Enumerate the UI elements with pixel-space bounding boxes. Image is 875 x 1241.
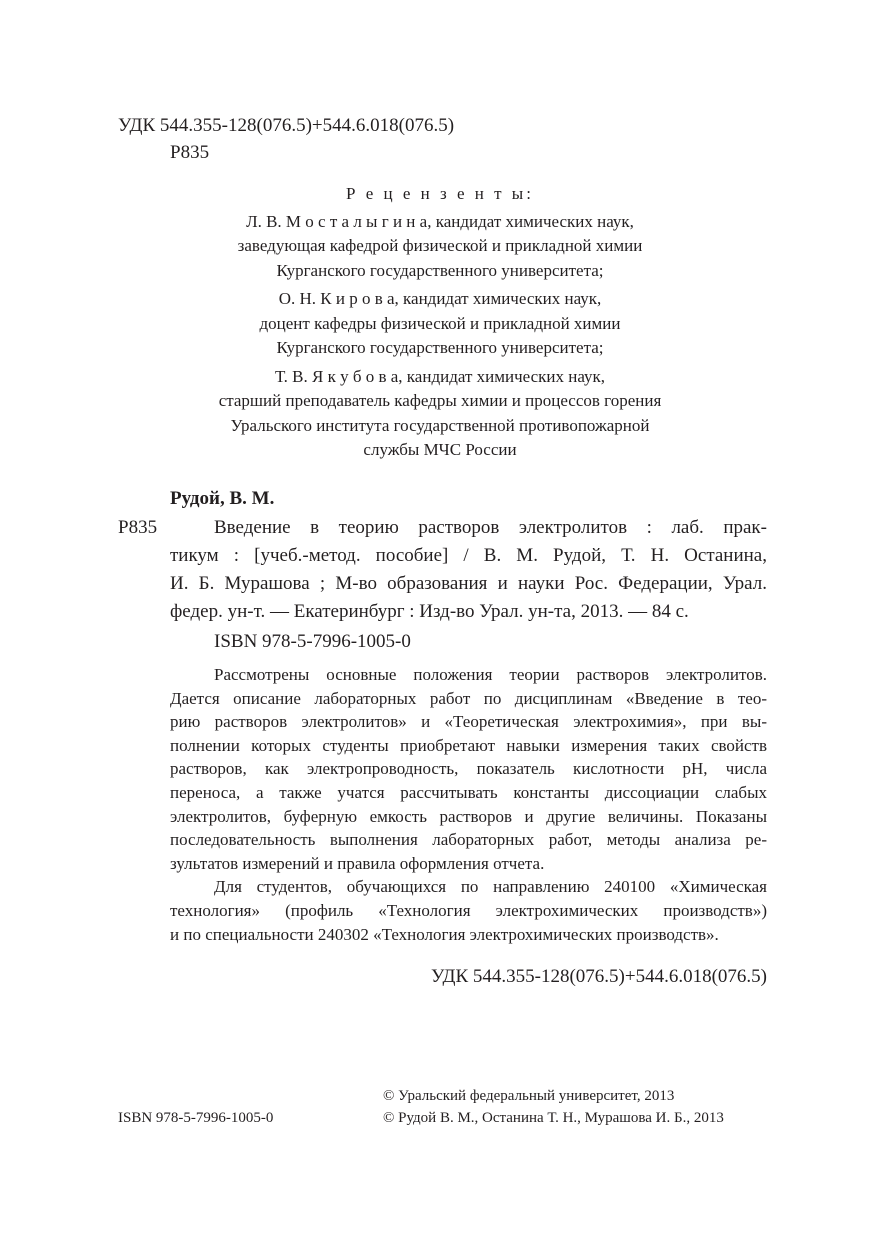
record-line: тикум : [учеб.-метод. пособие] / В. М. Рудой, Т. Н. Останина, bbox=[170, 545, 767, 566]
reviewer-degree: , кандидат химических наук, bbox=[427, 211, 634, 231]
record-code: Р835 bbox=[118, 517, 158, 538]
reviewer-position: доцент кафедры физической и прикладной химии bbox=[259, 313, 621, 333]
reviewers-block bbox=[190, 182, 690, 467]
footer-isbn: ISBN 978-5-7996-1005-0 bbox=[118, 1110, 274, 1126]
abstract bbox=[170, 663, 767, 946]
reviewer-degree: , кандидат химических наук, bbox=[398, 366, 606, 386]
reviewer-affiliation: Уральского института государственной противопожарной bbox=[230, 415, 650, 435]
reviewer-affiliation: Курганского государственного университета; bbox=[276, 338, 604, 357]
abstract-line: Дается описание лабораторных работ по дисциплинам «Введение в тео- bbox=[170, 688, 767, 708]
record-line: федер. ун-т. — Екатеринбург : Изд-во Урал. ун-та, 2013. — 84 с. bbox=[170, 601, 689, 622]
abstract-line: последовательность выполнения лабораторных работ, методы анализа ре- bbox=[170, 830, 767, 850]
abstract-line: растворов, как электропроводность, показатель кислотности pH, числа bbox=[170, 759, 767, 779]
reviewers-heading: Р е ц е н з е н т ы: bbox=[346, 184, 534, 203]
record-author: Рудой, В. М. bbox=[170, 488, 275, 509]
bbk-code-top: Р835 bbox=[170, 142, 210, 163]
abstract-line: Для студентов, обучающихся по направлению 240100 «Химическая bbox=[214, 877, 767, 897]
abstract-line: электролитов, буферную емкость растворов и другие величины. Показаны bbox=[170, 806, 767, 826]
abstract-line: и по специальности 240302 «Технология электрохимических производств». bbox=[170, 924, 719, 944]
record-line: Введение в теорию растворов электролитов : лаб. прак- bbox=[214, 517, 767, 538]
abstract-line: Рассмотрены основные положения теории растворов электролитов. bbox=[214, 665, 767, 684]
bibliographic-record bbox=[170, 514, 767, 626]
copyright-authors: © Рудой В. М., Останина Т. Н., Мурашова И. Б., 2013 bbox=[383, 1110, 724, 1126]
reviewer-degree: , кандидат химических наук, bbox=[394, 289, 602, 308]
abstract-line: зультатов измерений и правила оформления отчета. bbox=[170, 853, 545, 873]
reviewer-name: Т. В. Я к у б о в а bbox=[274, 366, 399, 386]
record-line: И. Б. Мурашова ; М-во образования и науки Рос. Федерации, Урал. bbox=[170, 573, 767, 594]
abstract-line: технология» (профиль «Технология электрохимических производств») bbox=[170, 900, 767, 920]
udk-code-bottom: УДК 544.355-128(076.5)+544.6.018(076.5) bbox=[430, 966, 767, 987]
reviewer-affiliation-2: службы МЧС России bbox=[363, 440, 517, 459]
abstract-line: рию растворов электролитов» и «Теоретическая электрохимия», при вы- bbox=[170, 712, 767, 732]
record-isbn: ISBN 978-5-7996-1005-0 bbox=[214, 631, 411, 652]
reviewer-position: старший преподаватель кафедры химии и процессов горения bbox=[218, 391, 662, 410]
copyright-university: © Уральский федеральный университет, 2013 bbox=[383, 1088, 675, 1104]
abstract-line: полнении которых студенты приобретают навыки измерения таких свойств bbox=[170, 735, 767, 755]
reviewer-affiliation: Курганского государственного университета; bbox=[276, 260, 604, 280]
reviewer-1 bbox=[190, 210, 690, 284]
reviewer-name: О. Н. К и р о в а bbox=[278, 289, 395, 308]
reviewer-3 bbox=[190, 365, 690, 463]
reviewer-2 bbox=[190, 287, 690, 361]
reviewer-position: заведующая кафедрой физической и прикладной химии bbox=[237, 236, 643, 255]
reviewer-name: Л. В. М о с т а л ы г и н а bbox=[246, 211, 428, 231]
udk-code-top: УДК 544.355-128(076.5)+544.6.018(076.5) bbox=[118, 115, 455, 136]
abstract-line: переноса, а также учатся рассчитывать константы диссоциации слабых bbox=[170, 782, 767, 802]
